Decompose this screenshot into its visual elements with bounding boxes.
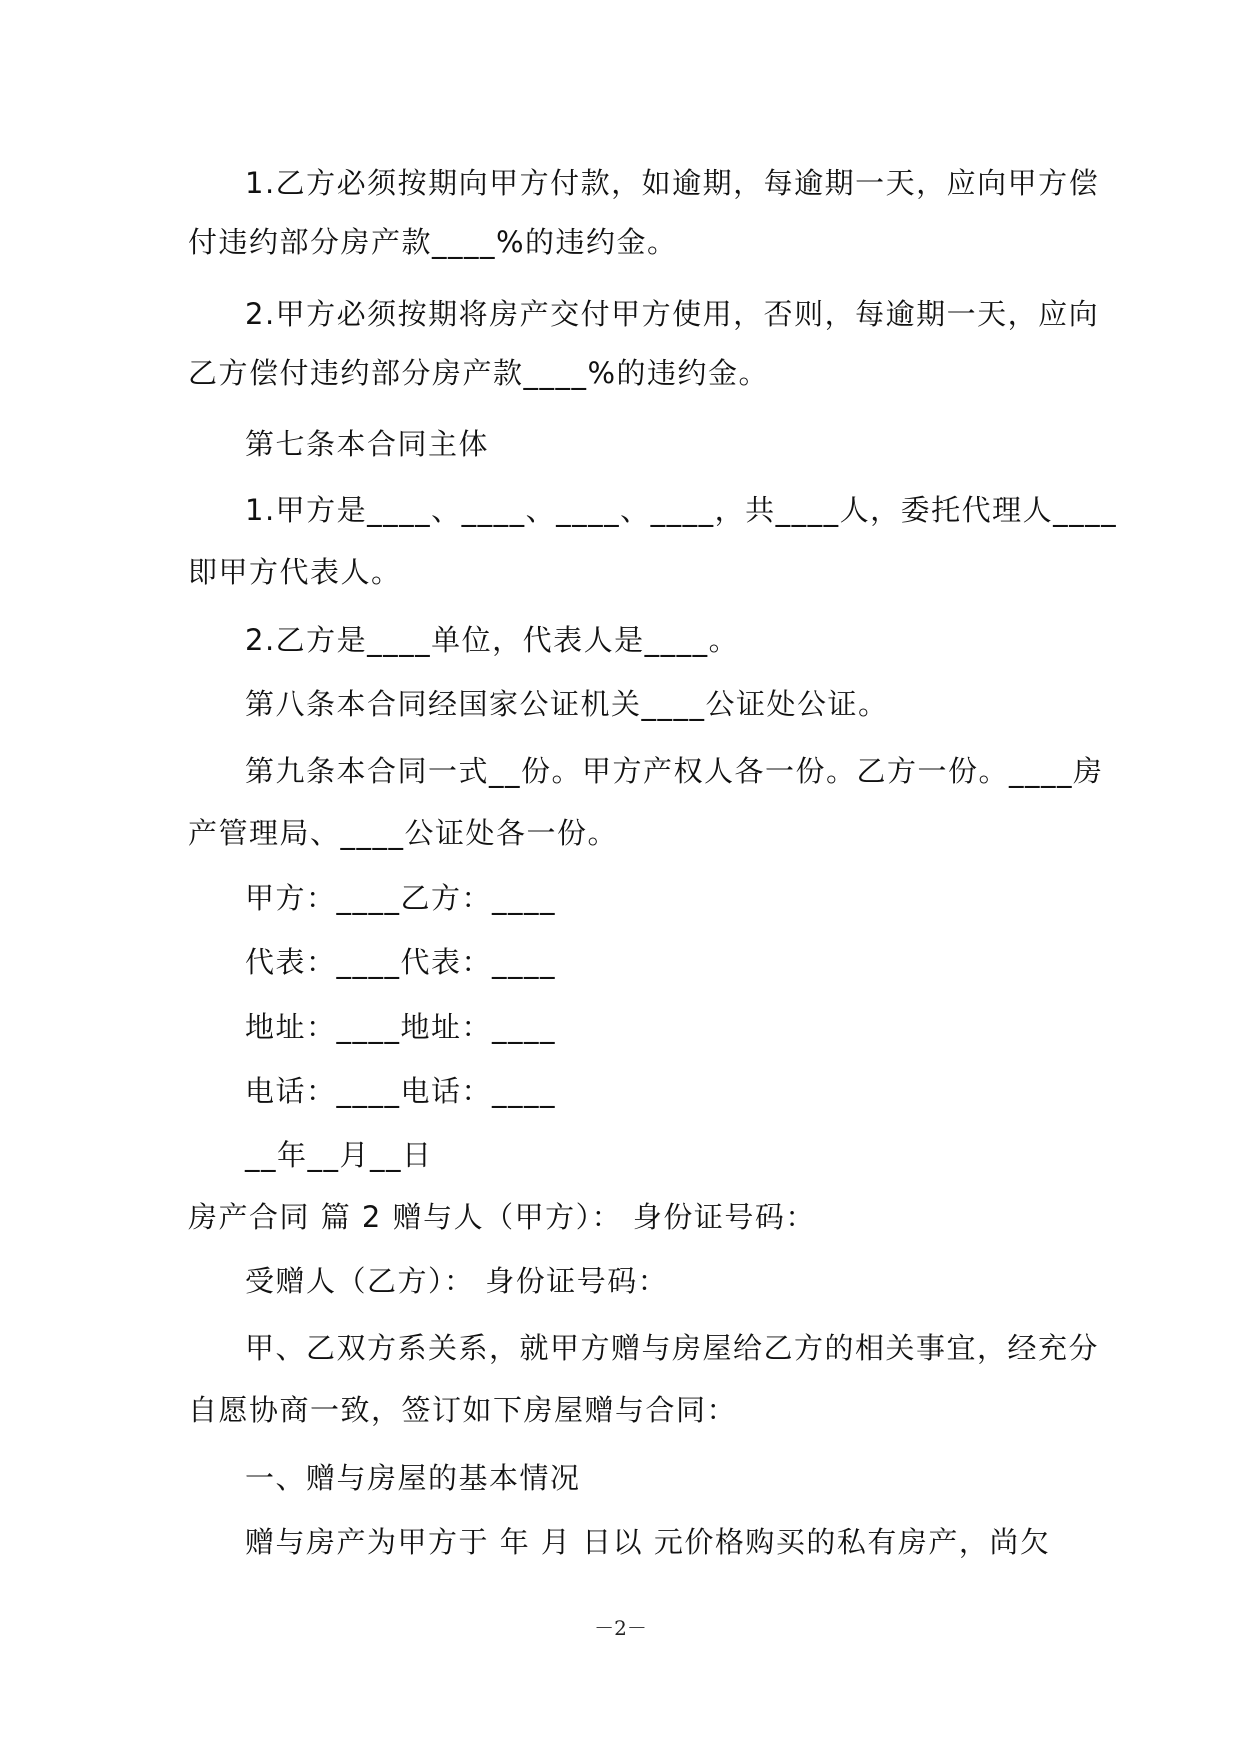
paragraph-line: 赠与房产为甲方于 年 月 日以 元价格购买的私有房产，尚欠 (245, 1525, 1051, 1559)
paragraph-line: 1.乙方必须按期向甲方付款，如逾期，每逾期一天，应向甲方偿 (245, 166, 1100, 200)
paragraph-line: 乙方偿付违约部分房产款____%的违约金。 (188, 356, 770, 390)
signature-line: 地址：____地址：____ (245, 1010, 557, 1044)
signature-line: 甲方：____乙方：____ (245, 881, 557, 915)
signature-line: 代表：____代表：____ (245, 945, 557, 979)
section-heading: 房产合同 篇 2 赠与人（甲方）： 身份证号码： (188, 1200, 816, 1234)
paragraph-line: 第八条本合同经国家公证机关____公证处公证。 (245, 687, 889, 721)
page-number: －2－ (594, 1616, 647, 1640)
paragraph-line: 2.甲方必须按期将房产交付甲方使用，否则，每逾期一天，应向 (245, 297, 1100, 331)
date-line: __年__月__日 (245, 1138, 433, 1172)
paragraph-line: 2.乙方是____单位，代表人是____。 (245, 623, 740, 657)
paragraph-line: 受赠人（乙方）： 身份证号码： (245, 1264, 669, 1298)
paragraph-line: 自愿协商一致，签订如下房屋赠与合同： (188, 1393, 738, 1427)
section-heading: 一、赠与房屋的基本情况 (245, 1461, 581, 1495)
paragraph-line: 即甲方代表人。 (188, 555, 402, 589)
paragraph-line: 付违约部分房产款____%的违约金。 (188, 225, 678, 259)
paragraph-line: 第九条本合同一式__份。甲方产权人各一份。乙方一份。____房 (245, 754, 1104, 788)
signature-line: 电话：____电话：____ (245, 1074, 557, 1108)
paragraph-line: 1.甲方是____、____、____、____，共____人，委托代理人____ (245, 493, 1118, 527)
section-heading: 第七条本合同主体 (245, 427, 490, 461)
paragraph-line: 甲、乙双方系关系，就甲方赠与房屋给乙方的相关事宜，经充分 (245, 1331, 1100, 1365)
paragraph-line: 产管理局、____公证处各一份。 (188, 816, 619, 850)
